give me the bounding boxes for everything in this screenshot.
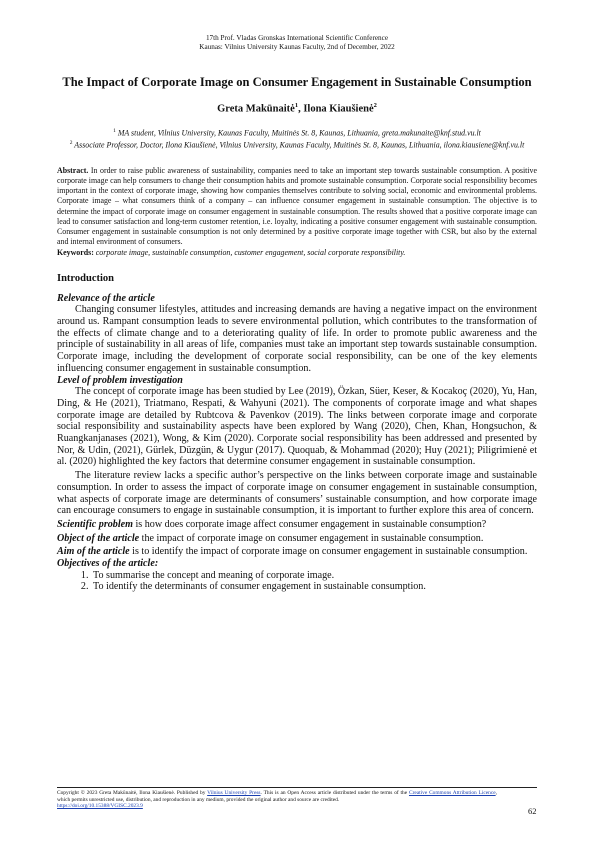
subheading-relevance: Relevance of the article: [57, 292, 155, 304]
page-number: 62: [528, 806, 537, 816]
paper-page: [57, 0, 537, 593]
object-label: Object of the article: [57, 532, 140, 544]
aim-label: Aim of the article: [57, 546, 130, 558]
aim-of-article: [57, 546, 537, 558]
scientific-problem: [57, 519, 537, 531]
subheading-level: Level of problem investigation: [57, 374, 183, 386]
affiliation-1-text: MA student, Vilnius University, Kaunas Faculty, Muitinės St. 8, Kaunas, Lithuania, greta.makunaite@knf.stud.vu.lt: [115, 128, 481, 138]
aim-text: is to identify the impact of corporate image on consumer engagement in sustainable consumption.: [129, 546, 528, 558]
footer-text-1: Copyright © 2023 Greta Makūnaitė, Ilona Kiaušienė. Published by: [57, 790, 208, 796]
paper-title: The Impact of Corporate Image on Consumer Engagement in Sustainable Consumption: [62, 75, 532, 89]
header-conference: 17th Prof. Vladas Gronskas International Scientific Conference: [205, 34, 389, 42]
author-separator: ,: [298, 103, 304, 115]
copyright-footer: [57, 790, 497, 810]
scientific-problem-label: Scientific problem: [57, 518, 133, 530]
abstract-label: Abstract.: [57, 165, 89, 175]
abstract-text: In order to raise public awareness of sustainability, companies need to take an important step towards sustainable consumption. A positive corporate image can help consumers to change their consumption habits and promote sustainable consumption. Corporate social responsibility becomes important in the context of corporate image, showing how companies themselves contribute to solving social, economic and environmental problems. Corporate image – what consumers think of a company – can influence consumer engagement in sustainable consumption. The objective is to determine the impact of corporate image on consumer engagement in sustainable consumption. The results showed that a positive corporate image can lead to consumer satisfaction and long-term customer retention, i.e. loyalty, indicating a positive consumer engagement with sustainable consumption. Consumer engagement in sustainable consumption is not only determined by a positive corporate image together with CSR, but also by the external and internal environment of consumers.: [57, 165, 537, 247]
paragraph-level-1: The concept of corporate image has been studied by Lee (2019), Özkan, Süer, Keser, & Kocakoç (2020), Yu, Han, Ding, & He (2021), Triatmano, Respati, & Wahyuni (2021). The components of corporate image and what shapes corporate image are detailed by Rubtcova & Pavenkov (2019). The links between corporate image and corporate social responsibility and sustainability aspects have been explored by Wang (2020), Chen, Khan, Hongsuchon, & Ruangkanjanases (2021), Wong, & Kim (2020). Corporate social responsibility has been addressed and presented by Nor, & Udin, (2021), Gürlek, Düzgün, & Uygur (2017). Quoquab, & Mohammad (2020); Huy (2021); Piligrimienė et al. (2020) highlighted the key factors that determine consumer engagement in sustainable consumption.: [57, 386, 537, 468]
author-2-sup: 2: [373, 102, 377, 109]
author-1: Greta Makūnaitė: [217, 103, 295, 115]
affiliation-1-sup: 1: [113, 127, 116, 134]
affiliation-1: [57, 126, 537, 139]
objective-item: 1. To summarise the concept and meaning of corporate image.: [91, 570, 537, 582]
doi-link[interactable]: https://doi.org/10.15388/VGISC.2023.9: [57, 803, 143, 810]
abstract: [57, 166, 537, 248]
section-heading-introduction: Introduction: [57, 272, 114, 284]
objective-item: 2. To identify the determinants of consumer engagement in sustainable consumption.: [91, 581, 537, 593]
subheading-objectives: Objectives of the article:: [57, 558, 159, 570]
author-1-sup: 1: [294, 102, 299, 109]
authors: [57, 102, 537, 115]
publisher-link[interactable]: Vilnius University Press: [207, 790, 261, 796]
affiliation-2-text: Associate Professor, Doctor, Ilona Kiaušienė, Vilnius University, Kaunas Faculty, Muitinės St. 8, Kaunas, Lithuania, ilona.kiausiene@knf.vu.lt: [72, 140, 525, 150]
footer-text-3: , which permits unrestricted use, distribution, and reproduction in any medium, provided the original author and source are credited.: [57, 790, 497, 803]
affiliations: [57, 126, 537, 151]
paragraph-level-2: The literature review lacks a specific author’s perspective on the links between corporate image and sustainable consumption. In order to assess the impact of corporate image on consumer engagement in sustainable consumption, what aspects of corporate image are determinants of consumers’ sustainable consumption, and how corporate image can encourage consumers to engage in sustainable consumption, it is important to further explore this area of concern.: [57, 470, 537, 517]
paragraph-relevance: Changing consumer lifestyles, attitudes and increasing demands are having a negative impact on the environment around us. Rampant consumption leads to severe environmental pollution, which contributes to the transformation of the effects of climate change and to a deteriorating quality of life. In order to promote public awareness and the principle of sustainability in all areas of life, companies must take an important step towards sustainable consumption. Corporate image, including the development of corporate social responsibility, can be one of the key elements influencing consumer engagement in sustainable consumption.: [57, 304, 537, 374]
keywords-text: corporate image, sustainable consumption, customer engagement, social corporate responsibility.: [93, 248, 406, 258]
keywords: [57, 248, 537, 258]
license-link[interactable]: Creative Commons Attribution Licence: [408, 790, 496, 796]
footer-divider: [57, 787, 537, 788]
objectives-list: [57, 570, 537, 593]
author-2: Ilona Kiaušienė: [303, 103, 374, 115]
keywords-label: Keywords:: [57, 248, 94, 258]
header-location: Kaunas: Vilnius University Kaunas Faculty, 2nd of December, 2022: [199, 43, 395, 51]
scientific-problem-text: is how does corporate image affect consumer engagement in sustainable consumption?: [132, 518, 487, 530]
object-text: the impact of corporate image on consumer engagement in sustainable consumption.: [139, 532, 484, 544]
object-of-article: [57, 533, 537, 545]
affiliation-2: [57, 138, 537, 151]
affiliation-2-sup: 2: [69, 140, 73, 147]
running-header: [57, 0, 537, 52]
footer-text-2: . This is an Open Access article distributed under the terms of the: [260, 790, 409, 796]
